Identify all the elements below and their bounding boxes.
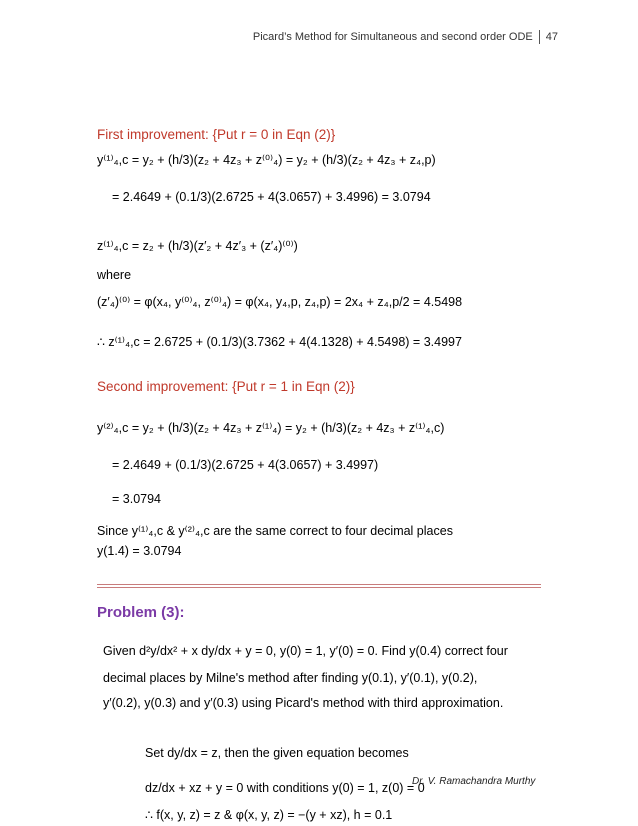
solution-line-1: Set dy/dx = z, then the given equation becomes xyxy=(145,746,409,760)
section-second-improvement: Second improvement: {Put r = 1 in Eqn (2)} xyxy=(97,379,355,394)
equation-where: where xyxy=(97,268,132,282)
section-divider xyxy=(97,584,541,585)
equation-line-8: = 2.4649 + (0.1/3)(2.6725 + 4(3.0657) + 3.4997) xyxy=(112,458,379,472)
equation-line-9: = 3.0794 xyxy=(112,492,162,506)
problem-line-2: decimal places by Milne's method after finding y(0.1), y′(0.1), y(0.2), xyxy=(103,671,478,685)
section-divider-2 xyxy=(97,587,541,588)
equation-line-2: = 2.4649 + (0.1/3)(2.6725 + 4(3.0657) + 3.4996) = 3.0794 xyxy=(112,190,431,204)
problem-heading: Problem (3): xyxy=(97,604,185,621)
equation-line-1: y⁽¹⁾₄,c = y₂ + (h/3)(z₂ + 4z₃ + z⁽⁰⁾₄) = y₂ + (h/3)(z₂ + 4z₃ + z₄,p) xyxy=(97,153,436,167)
author-signature: Dr. V. Ramachandra Murthy xyxy=(412,776,536,787)
page-number: 47 xyxy=(545,30,558,43)
equation-line-7: y⁽²⁾₄,c = y₂ + (h/3)(z₂ + 4z₃ + z⁽¹⁾₄) = y₂ + (h/3)(z₂ + 4z₃ + z⁽¹⁾₄,c) xyxy=(97,421,445,435)
problem-line-1: Given d²y/dx² + x dy/dx + y = 0, y(0) = 1, y′(0) = 0. Find y(0.4) correct four xyxy=(103,644,508,658)
equation-line-11: y(1.4) = 3.0794 xyxy=(97,544,182,558)
page-header xyxy=(253,30,558,44)
section-first-improvement: First improvement: {Put r = 0 in Eqn (2)} xyxy=(97,127,336,142)
equation-line-3: z⁽¹⁾₄,c = z₂ + (h/3)(z′₂ + 4z′₃ + (z′₄)⁽⁰⁾) xyxy=(97,239,298,253)
equation-line-5: (z′₄)⁽⁰⁾ = φ(x₄, y⁽⁰⁾₄, z⁽⁰⁾₄) = φ(x₄, y₄,p, z₄,p) = 2x₄ + z₄,p/2 = 4.5498 xyxy=(97,295,463,309)
header-divider xyxy=(539,30,540,44)
solution-line-3: ∴ f(x, y, z) = z & φ(x, y, z) = −(y + xz), h = 0.1 xyxy=(145,808,393,822)
solution-line-2: dz/dx + xz + y = 0 with conditions y(0) = 1, z(0) = 0 xyxy=(145,781,425,795)
problem-line-3: y′(0.2), y(0.3) and y′(0.3) using Picard's method with third approximation. xyxy=(103,696,504,710)
equation-line-10: Since y⁽¹⁾₄,c & y⁽²⁾₄,c are the same correct to four decimal places xyxy=(97,524,453,538)
equation-line-6: ∴ z⁽¹⁾₄,c = 2.6725 + (0.1/3)(3.7362 + 4(4.1328) + 4.5498) = 3.4997 xyxy=(97,335,462,349)
header-title: Picard’s Method for Simultaneous and second order ODE xyxy=(252,30,533,43)
